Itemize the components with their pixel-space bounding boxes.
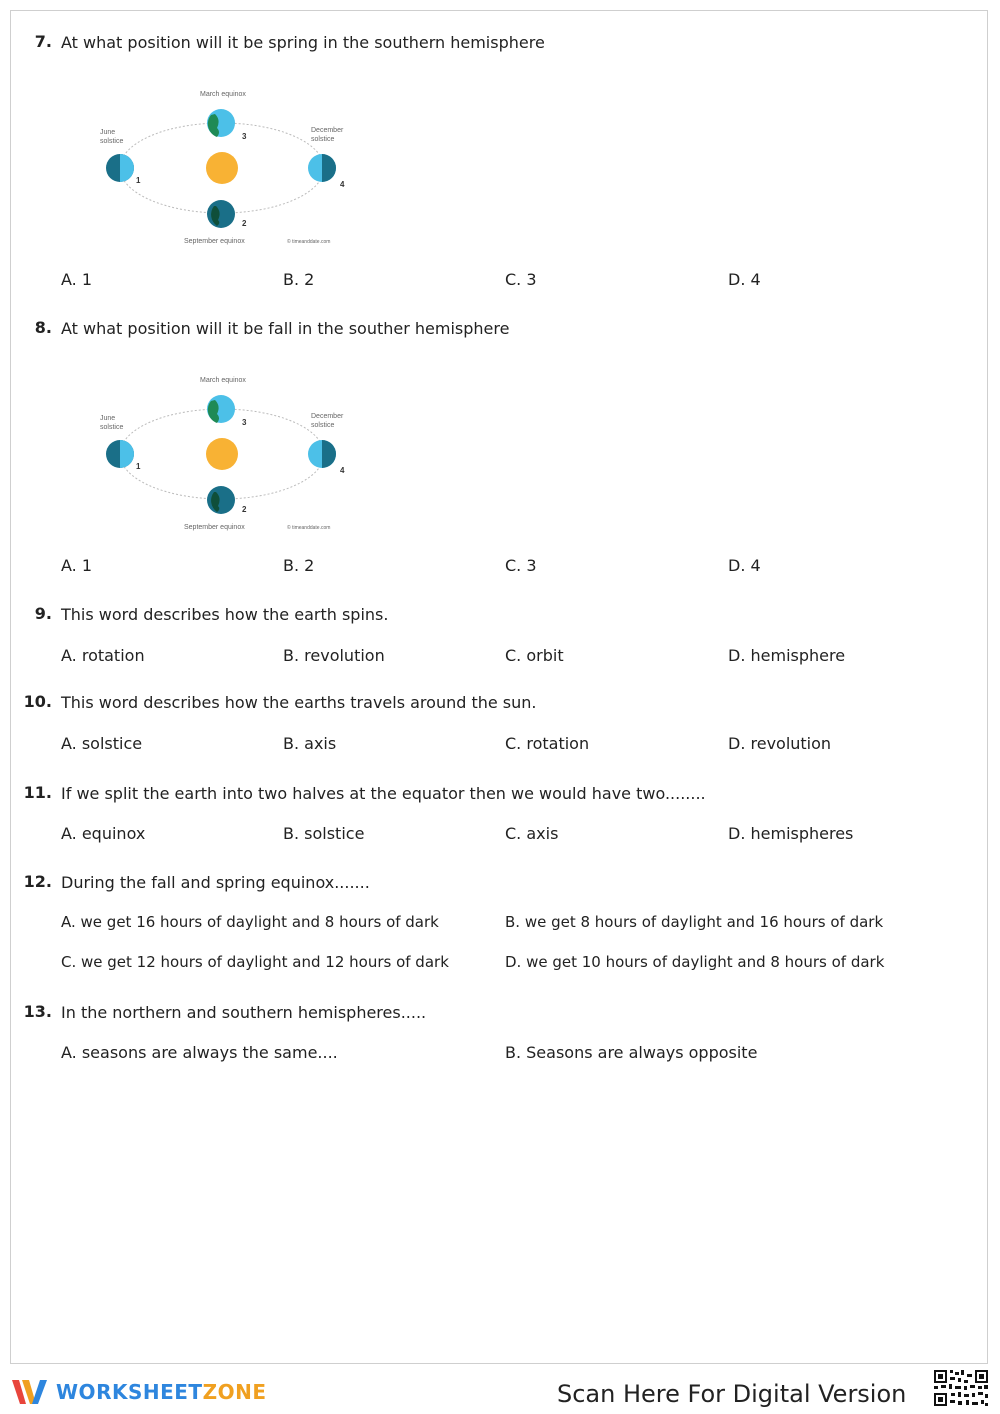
option-b[interactable]: B. Seasons are always opposite <box>505 1043 758 1062</box>
question-number: 11. <box>23 783 52 802</box>
label-position-4: 4 <box>340 466 345 475</box>
option-a[interactable]: A. 1 <box>61 556 93 575</box>
label-credit: © timeanddate.com <box>287 239 331 245</box>
label-june-solstice: solstice <box>100 424 124 431</box>
orbit-diagram <box>95 368 355 538</box>
label-june: June <box>100 129 116 136</box>
option-a[interactable]: A. solstice <box>61 734 143 753</box>
label-june: June <box>100 415 116 422</box>
label-december: December <box>311 127 344 134</box>
option-b[interactable]: B. 2 <box>283 556 315 575</box>
orbit-diagram <box>95 82 355 252</box>
option-a[interactable]: A. equinox <box>61 824 146 843</box>
question-text: This word describes how the earths travels around the sun. <box>61 693 537 712</box>
option-a[interactable]: A. rotation <box>61 646 145 665</box>
option-c[interactable]: C. orbit <box>505 646 564 665</box>
label-september-equinox: September equinox <box>184 238 245 245</box>
question-text: At what position will it be spring in the southern hemisphere <box>61 33 545 52</box>
question-number: 9. <box>34 604 52 623</box>
option-d[interactable]: D. we get 10 hours of daylight and 8 hours of dark <box>505 953 885 971</box>
option-b[interactable]: B. revolution <box>283 646 385 665</box>
question-text: In the northern and southern hemispheres..... <box>61 1003 427 1022</box>
label-position-3: 3 <box>242 418 247 427</box>
question-number: 10. <box>23 692 52 711</box>
label-december: December <box>311 413 344 420</box>
label-position-1: 1 <box>136 462 141 471</box>
page-footer <box>0 1366 1000 1414</box>
label-credit: © timeanddate.com <box>287 525 331 531</box>
option-a[interactable]: A. we get 16 hours of daylight and 8 hours of dark <box>61 913 439 931</box>
option-b[interactable]: B. 2 <box>283 270 315 289</box>
option-c[interactable]: C. 3 <box>505 556 537 575</box>
option-b[interactable]: B. we get 8 hours of daylight and 16 hours of dark <box>505 913 884 931</box>
option-c[interactable]: C. 3 <box>505 270 537 289</box>
worksheetzone-w-icon <box>10 1376 50 1408</box>
option-d[interactable]: D. 4 <box>728 556 761 575</box>
label-position-4: 4 <box>340 180 345 189</box>
question-number: 12. <box>23 872 52 891</box>
option-c[interactable]: C. we get 12 hours of daylight and 12 hours of dark <box>61 953 449 971</box>
logo-text <box>56 1380 266 1404</box>
option-d[interactable]: D. hemisphere <box>728 646 846 665</box>
question-number: 7. <box>34 32 52 51</box>
label-position-2: 2 <box>242 505 247 514</box>
option-d[interactable]: D. revolution <box>728 734 832 753</box>
logo-text-zone: ZONE <box>202 1380 267 1404</box>
question-text: This word describes how the earth spins. <box>61 605 389 624</box>
scan-here-text: Scan Here For Digital Version <box>557 1380 907 1408</box>
option-c[interactable]: C. axis <box>505 824 559 843</box>
label-december-solstice: solstice <box>311 422 335 429</box>
option-b[interactable]: B. axis <box>283 734 337 753</box>
option-a[interactable]: A. 1 <box>61 270 93 289</box>
label-march-equinox: March equinox <box>200 377 246 384</box>
option-c[interactable]: C. rotation <box>505 734 590 753</box>
qr-code-icon[interactable] <box>930 1366 992 1410</box>
option-d[interactable]: D. 4 <box>728 270 761 289</box>
label-position-2: 2 <box>242 219 247 228</box>
question-text: During the fall and spring equinox....... <box>61 873 370 892</box>
label-march-equinox: March equinox <box>200 91 246 98</box>
option-a[interactable]: A. seasons are always the same.... <box>61 1043 338 1062</box>
label-position-3: 3 <box>242 132 247 141</box>
question-text: If we split the earth into two halves at the equator then we would have two........ <box>61 784 706 803</box>
question-number: 8. <box>34 318 52 337</box>
label-december-solstice: solstice <box>311 136 335 143</box>
label-position-1: 1 <box>136 176 141 185</box>
label-september-equinox: September equinox <box>184 524 245 531</box>
option-d[interactable]: D. hemispheres <box>728 824 854 843</box>
question-number: 13. <box>23 1002 52 1021</box>
label-june-solstice: solstice <box>100 138 124 145</box>
worksheetzone-logo[interactable] <box>10 1376 266 1408</box>
question-text: At what position will it be fall in the souther hemisphere <box>61 319 510 338</box>
option-b[interactable]: B. solstice <box>283 824 365 843</box>
logo-text-worksheet: WORKSHEET <box>56 1380 203 1404</box>
